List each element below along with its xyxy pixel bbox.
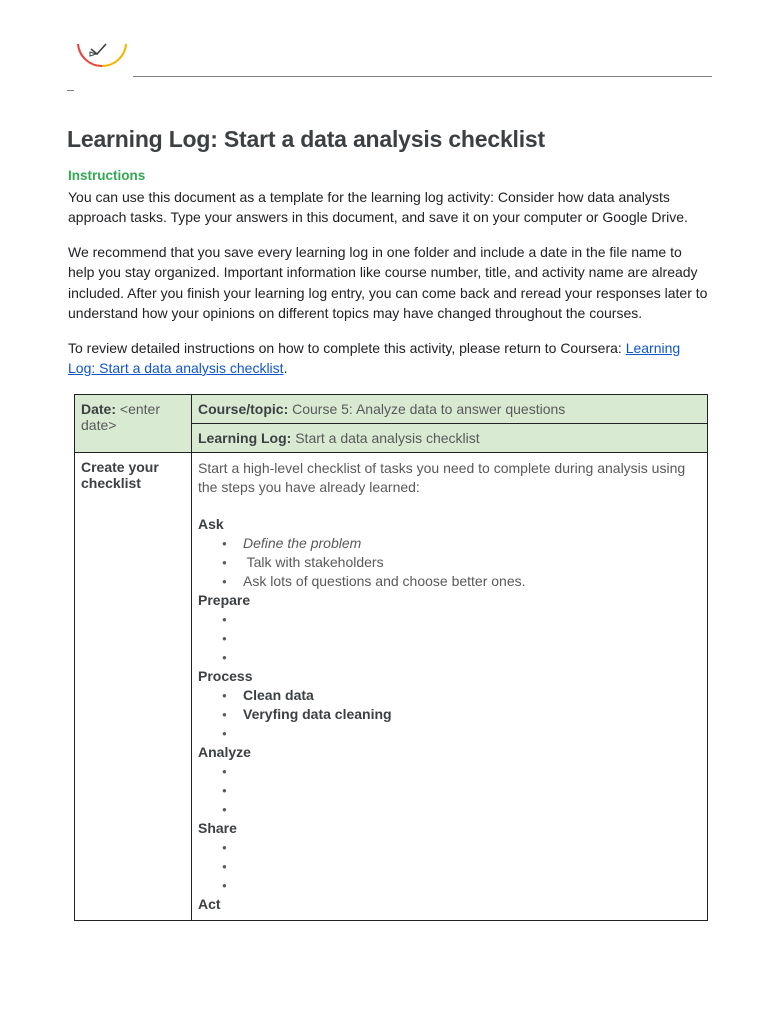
- checklist-intro: Start a high-level checklist of tasks you need to complete during analysis using the steps you have already learned:: [198, 460, 686, 495]
- checklist-cell[interactable]: [192, 453, 708, 921]
- list-item[interactable]: [228, 762, 701, 781]
- step-act: Act: [198, 896, 221, 912]
- log-value: Start a data analysis checklist: [295, 430, 480, 446]
- header-dash: [67, 90, 74, 91]
- list-item[interactable]: ● Talk with stakeholders: [228, 553, 701, 572]
- list-item[interactable]: [228, 610, 701, 629]
- page-title: Learning Log: Start a data analysis checklist: [67, 126, 545, 152]
- review-end: .: [283, 360, 288, 376]
- step-process: Process: [198, 668, 253, 684]
- date-cell[interactable]: [75, 395, 192, 453]
- paragraph: We recommend that you save every learning log in one folder and include a date in the file name to help you stay organized. Important information like course number, title, and activity name are already included. After you finish your learning log entry, you can come back and reread your responses later to understand how your opinions on different topics may have changed throughout the courses.: [68, 243, 708, 321]
- list-item[interactable]: [228, 857, 701, 876]
- course-label: Course/topic:: [198, 401, 289, 417]
- step-share: Share: [198, 820, 237, 836]
- list-item[interactable]: ● Ask lots of questions and choose better ones.: [228, 572, 701, 591]
- date-label: Date:: [81, 401, 117, 417]
- list-item[interactable]: ● Clean data: [228, 686, 701, 705]
- log-cell: [192, 424, 708, 453]
- step-prepare: Prepare: [198, 592, 251, 608]
- learning-log-table: [74, 394, 708, 921]
- process-list: [198, 686, 701, 743]
- paragraph: You can use this document as a template for the learning log activity: Consider how data analysts approach tasks. Type your answers in this document, and save it on your computer or Google Drive.: [68, 188, 688, 225]
- list-item[interactable]: ● Veryfing data cleaning: [228, 705, 701, 724]
- ask-list: [198, 534, 701, 591]
- list-item[interactable]: [228, 724, 701, 743]
- list-item[interactable]: ● Define the problem: [228, 534, 701, 553]
- date-value: <enter date>: [81, 401, 160, 433]
- course-cell: [192, 395, 708, 424]
- coursera-link[interactable]: Learning Log: Start a data analysis checklist: [68, 339, 681, 376]
- checklist-label-cell: [75, 453, 192, 921]
- review-text: To review detailed instructions on how to complete this activity, please return to Coursera:: [68, 339, 626, 356]
- header-divider: [133, 76, 712, 77]
- list-item[interactable]: [228, 648, 701, 667]
- analyze-list: [198, 762, 701, 819]
- course-value: Course 5: Analyze data to answer questions: [292, 401, 566, 417]
- instructions-heading: Instructions: [68, 168, 146, 183]
- share-list: [198, 838, 701, 895]
- list-item[interactable]: [228, 876, 701, 895]
- step-ask: Ask: [198, 516, 224, 532]
- prepare-list: [198, 610, 701, 667]
- course-logo-icon: [76, 40, 128, 70]
- checklist-label: Create your checklist: [81, 459, 159, 491]
- list-item[interactable]: [228, 800, 701, 819]
- document-body: [68, 166, 708, 393]
- review-paragraph: [68, 338, 708, 379]
- list-item[interactable]: [228, 781, 701, 800]
- step-analyze: Analyze: [198, 744, 251, 760]
- list-item[interactable]: [228, 838, 701, 857]
- list-item[interactable]: [228, 629, 701, 648]
- log-label: Learning Log:: [198, 430, 292, 446]
